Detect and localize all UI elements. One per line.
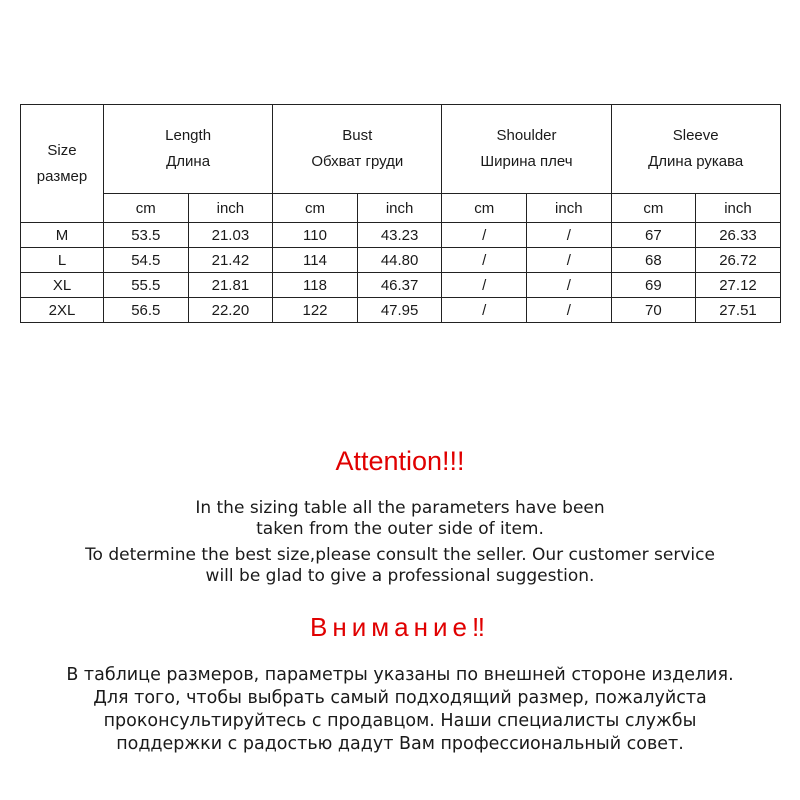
text-line: In the sizing table all the parameters have been bbox=[195, 498, 605, 518]
unit-cell: cm bbox=[104, 194, 189, 223]
size-table bbox=[20, 104, 781, 323]
table-cell: 43.23 bbox=[357, 223, 442, 248]
sizing-note-en bbox=[0, 498, 800, 540]
table-unit-row bbox=[21, 194, 781, 223]
attention-heading-en: Attention!!! bbox=[335, 446, 465, 476]
size-column-header bbox=[21, 105, 104, 223]
table-cell: 53.5 bbox=[104, 223, 189, 248]
table-cell: 122 bbox=[273, 298, 358, 323]
shoulder-header-ru: Ширина плеч bbox=[480, 153, 573, 170]
shoulder-column-header bbox=[442, 105, 611, 194]
table-cell: 110 bbox=[273, 223, 358, 248]
table-cell: 47.95 bbox=[357, 298, 442, 323]
size-header-en: Size bbox=[47, 141, 77, 159]
bust-column-header bbox=[273, 105, 442, 194]
unit-cell: cm bbox=[611, 194, 696, 223]
table-cell: 56.5 bbox=[104, 298, 189, 323]
unit-cell: inch bbox=[527, 194, 612, 223]
size-cell: 2XL bbox=[21, 298, 104, 323]
consult-note-en bbox=[0, 545, 800, 587]
table-cell: / bbox=[442, 298, 527, 323]
table-cell: 21.81 bbox=[188, 273, 273, 298]
shoulder-header-en: Shoulder bbox=[496, 127, 557, 144]
text-line: To determine the best size,please consult the seller. Our customer service bbox=[85, 545, 715, 565]
table-cell: 44.80 bbox=[357, 248, 442, 273]
unit-cell: inch bbox=[357, 194, 442, 223]
size-cell: XL bbox=[21, 273, 104, 298]
table-row bbox=[21, 223, 781, 248]
length-column-header bbox=[104, 105, 273, 194]
text-line: В таблице размеров, параметры указаны по внешней стороне изделия. bbox=[66, 665, 734, 685]
table-row bbox=[21, 248, 781, 273]
sleeve-header-en: Sleeve bbox=[672, 127, 719, 144]
sleeve-header-ru: Длина рукава bbox=[648, 153, 744, 170]
size-cell: L bbox=[21, 248, 104, 273]
table-cell: 54.5 bbox=[104, 248, 189, 273]
text-line: Для того, чтобы выбрать самый подходящий размер, пожалуйста bbox=[93, 688, 707, 708]
attention-heading-ru: Внимание‼ bbox=[310, 612, 490, 642]
text-line: taken from the outer side of item. bbox=[256, 519, 544, 539]
table-cell: 21.42 bbox=[188, 248, 273, 273]
bust-header-en: Bust bbox=[342, 127, 373, 144]
table-row bbox=[21, 298, 781, 323]
table-cell: 114 bbox=[273, 248, 358, 273]
table-cell: 55.5 bbox=[104, 273, 189, 298]
length-header-ru: Длина bbox=[166, 153, 211, 170]
size-cell: M bbox=[21, 223, 104, 248]
table-cell: 26.72 bbox=[696, 248, 781, 273]
text-line: поддержки с радостью дадут Вам профессиональный совет. bbox=[116, 734, 684, 754]
table-row bbox=[21, 273, 781, 298]
unit-cell: cm bbox=[273, 194, 358, 223]
sizing-note-ru bbox=[0, 664, 800, 756]
table-cell: / bbox=[527, 273, 612, 298]
unit-cell: inch bbox=[188, 194, 273, 223]
table-cell: / bbox=[442, 248, 527, 273]
table-cell: 27.51 bbox=[696, 298, 781, 323]
table-cell: / bbox=[442, 273, 527, 298]
text-line: проконсультируйтесь с продавцом. Наши специалисты службы bbox=[103, 711, 697, 731]
table-cell: / bbox=[442, 223, 527, 248]
table-cell: / bbox=[527, 223, 612, 248]
length-header-en: Length bbox=[165, 127, 212, 144]
table-cell: 67 bbox=[611, 223, 696, 248]
sleeve-column-header bbox=[611, 105, 780, 194]
table-cell: 26.33 bbox=[696, 223, 781, 248]
table-cell: 118 bbox=[273, 273, 358, 298]
table-cell: / bbox=[527, 248, 612, 273]
table-cell: 27.12 bbox=[696, 273, 781, 298]
text-line: will be glad to give a professional suggestion. bbox=[205, 566, 595, 586]
table-cell: 69 bbox=[611, 273, 696, 298]
table-cell: 22.20 bbox=[188, 298, 273, 323]
table-cell: 21.03 bbox=[188, 223, 273, 248]
unit-cell: cm bbox=[442, 194, 527, 223]
table-header-row bbox=[21, 105, 781, 194]
table-cell: / bbox=[527, 298, 612, 323]
bust-header-ru: Обхват груди bbox=[311, 153, 404, 170]
table-cell: 46.37 bbox=[357, 273, 442, 298]
unit-cell: inch bbox=[696, 194, 781, 223]
table-cell: 70 bbox=[611, 298, 696, 323]
size-header-ru: размер bbox=[36, 167, 88, 185]
table-cell: 68 bbox=[611, 248, 696, 273]
